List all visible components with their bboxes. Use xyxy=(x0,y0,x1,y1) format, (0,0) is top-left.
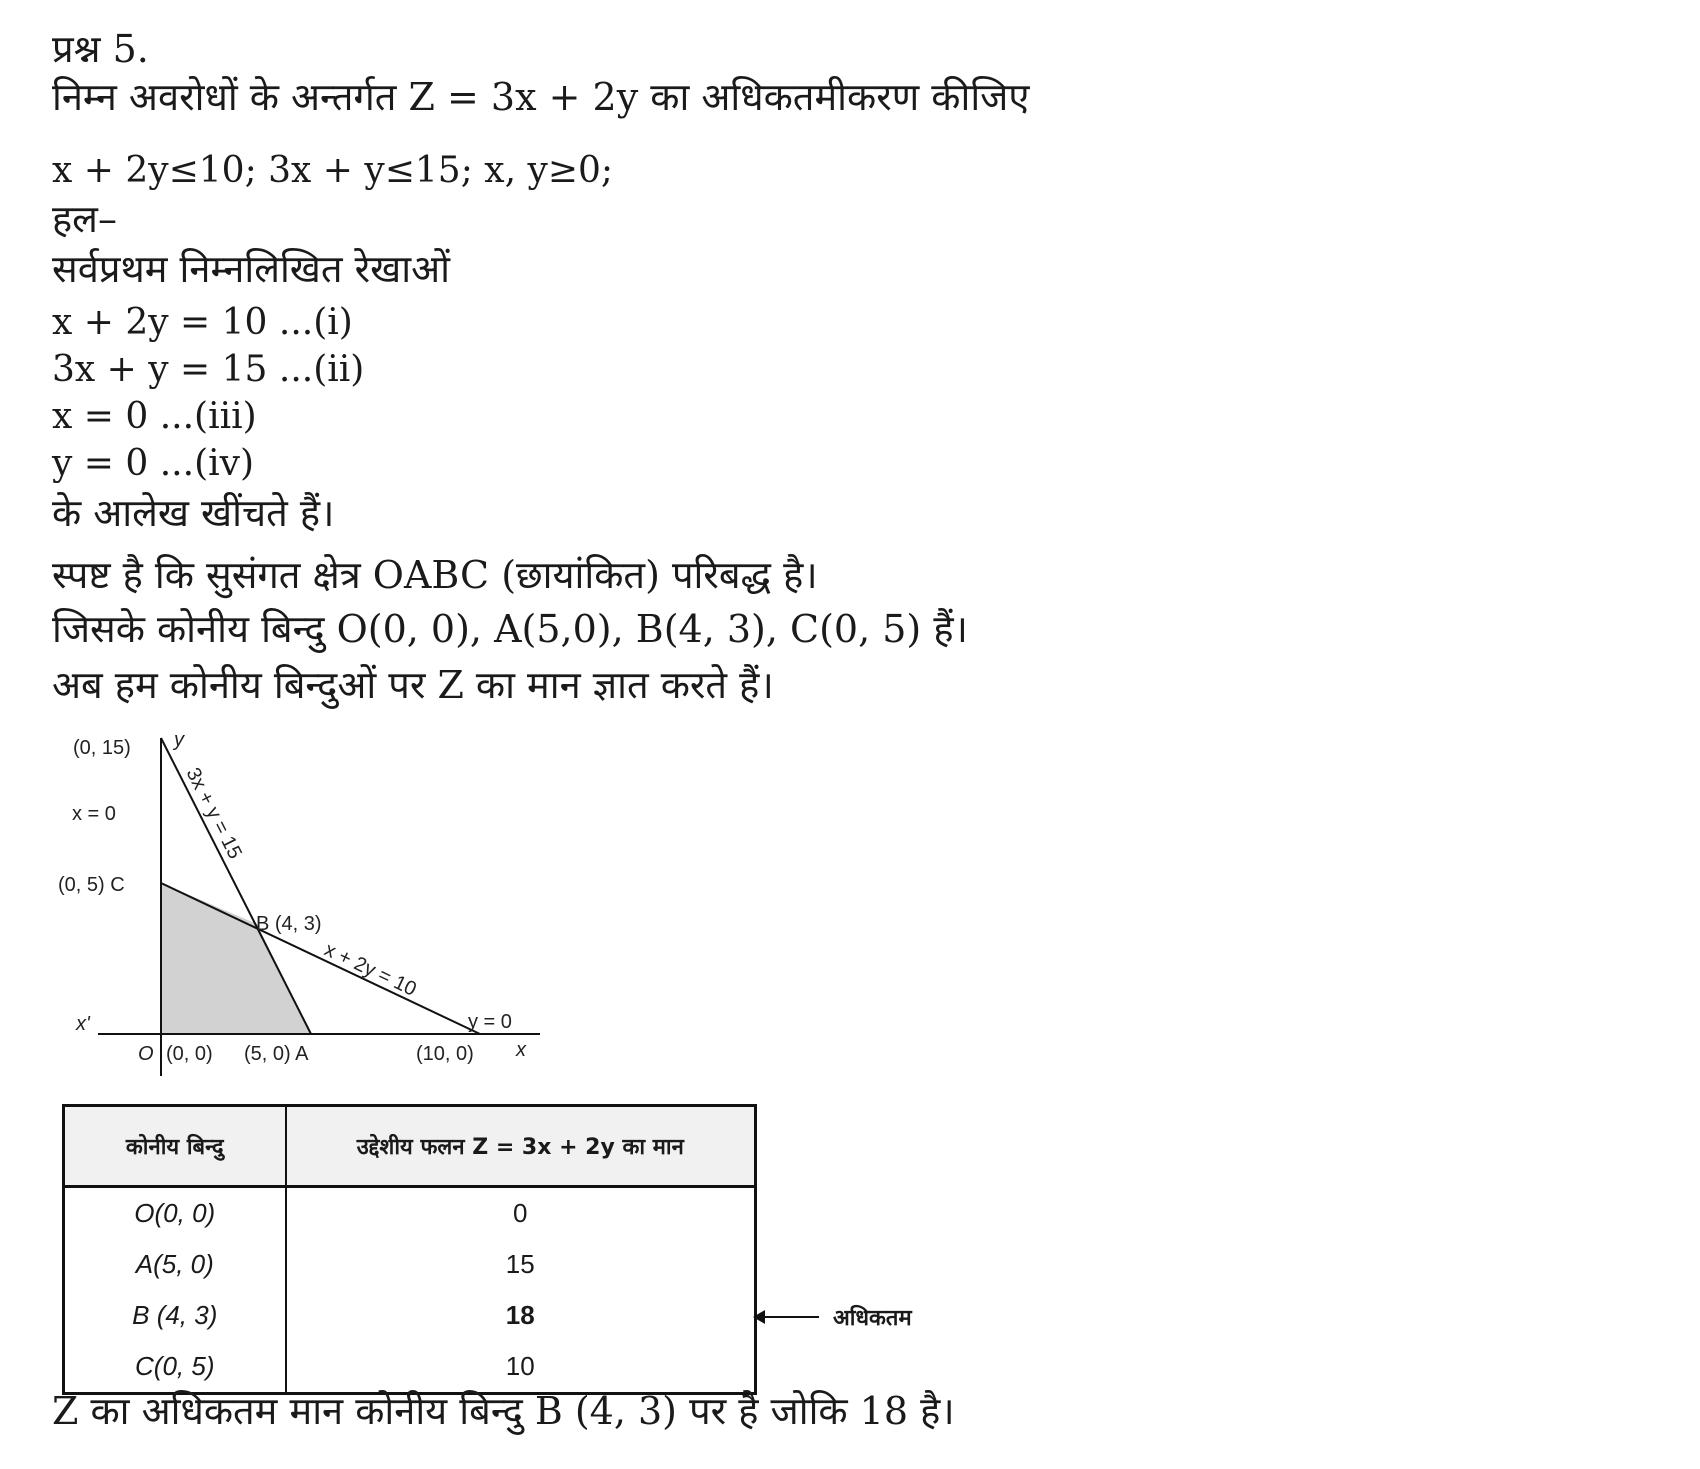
solution-heading: हल– xyxy=(52,197,117,241)
lines-intro: सर्वप्रथम निम्नलिखित रेखाओं xyxy=(52,247,450,291)
feasible-region-graph xyxy=(40,720,560,1090)
table-header-row xyxy=(64,1106,756,1187)
point-c-label: (0, 5) C xyxy=(58,874,125,896)
corner-point-table-wrapper xyxy=(62,1104,757,1395)
shaded-feasible-region xyxy=(161,883,311,1034)
corner-point-table xyxy=(62,1104,757,1395)
equation-4: y = 0 ...(iv) xyxy=(52,443,255,484)
maximum-indicator xyxy=(755,1302,912,1332)
feasible-region-text: स्पष्ट है कि सुसंगत क्षेत्र OABC (छायांकित) परिबद्ध है। xyxy=(52,553,818,597)
question-label: प्रश्न 5. xyxy=(52,27,149,71)
row-value: 15 xyxy=(505,1249,535,1279)
corner-points-text: जिसके कोनीय बिन्दु O(0, 0), A(5,0), B(4, 3), C(0, 5) हैं। xyxy=(52,607,968,651)
table-row xyxy=(64,1341,756,1394)
table-row xyxy=(64,1290,756,1341)
point-b-label: B (4, 3) xyxy=(256,913,322,935)
header-corner-point: कोनीय बिन्दु xyxy=(64,1106,286,1187)
equation-2: 3x + y = 15 ...(ii) xyxy=(52,349,365,390)
x-negative-label: x' xyxy=(76,1013,90,1035)
problem-statement: निम्न अवरोधों के अन्तर्गत Z = 3x + 2y का अधिकतमीकरण कीजिए xyxy=(52,75,1030,119)
constraints: x + 2y≤10; 3x + y≤15; x, y≥0; xyxy=(52,150,614,191)
line-3x-plus-y-15-label: 3x + y = 15 xyxy=(181,764,246,863)
row-value: 10 xyxy=(505,1351,535,1381)
equation-3: x = 0 ...(iii) xyxy=(52,396,257,437)
evaluate-text: अब हम कोनीय बिन्दुओं पर Z का मान ज्ञात करते हैं। xyxy=(52,663,774,707)
row-point: A(5, 0) xyxy=(64,1239,286,1290)
line-x-plus-2y-10-label: x + 2y = 10 xyxy=(320,938,420,1001)
y-axis-label: y xyxy=(174,729,184,751)
y-eq-0-label: y = 0 xyxy=(468,1011,512,1033)
table-row xyxy=(64,1187,756,1240)
row-value-max: 18 xyxy=(505,1300,535,1330)
origin-label: O xyxy=(138,1043,154,1065)
x-axis-label: x xyxy=(516,1039,526,1061)
point-0-0-label: (0, 0) xyxy=(166,1043,213,1065)
point-10-0-label: (10, 0) xyxy=(416,1043,474,1065)
point-a-label: (5, 0) A xyxy=(244,1043,309,1065)
row-point: B (4, 3) xyxy=(64,1290,286,1341)
conclusion: Z का अधिकतम मान कोनीय बिन्दु B (4, 3) पर है जोकि 18 है। xyxy=(52,1389,955,1433)
row-point: C(0, 5) xyxy=(64,1341,286,1394)
equation-1: x + 2y = 10 ...(i) xyxy=(52,302,353,343)
x-eq-0-label: x = 0 xyxy=(72,803,116,825)
row-point: O(0, 0) xyxy=(64,1187,286,1240)
table-row xyxy=(64,1239,756,1290)
maximum-label: अधिकतम xyxy=(833,1306,912,1331)
point-0-15-label: (0, 15) xyxy=(73,737,131,759)
graph-text: के आलेख खींचते हैं। xyxy=(52,491,335,535)
row-value: 0 xyxy=(513,1198,528,1228)
header-objective-value: उद्देशीय फलन Z = 3x + 2y का मान xyxy=(356,1135,684,1160)
arrow-left-icon xyxy=(755,1316,819,1318)
